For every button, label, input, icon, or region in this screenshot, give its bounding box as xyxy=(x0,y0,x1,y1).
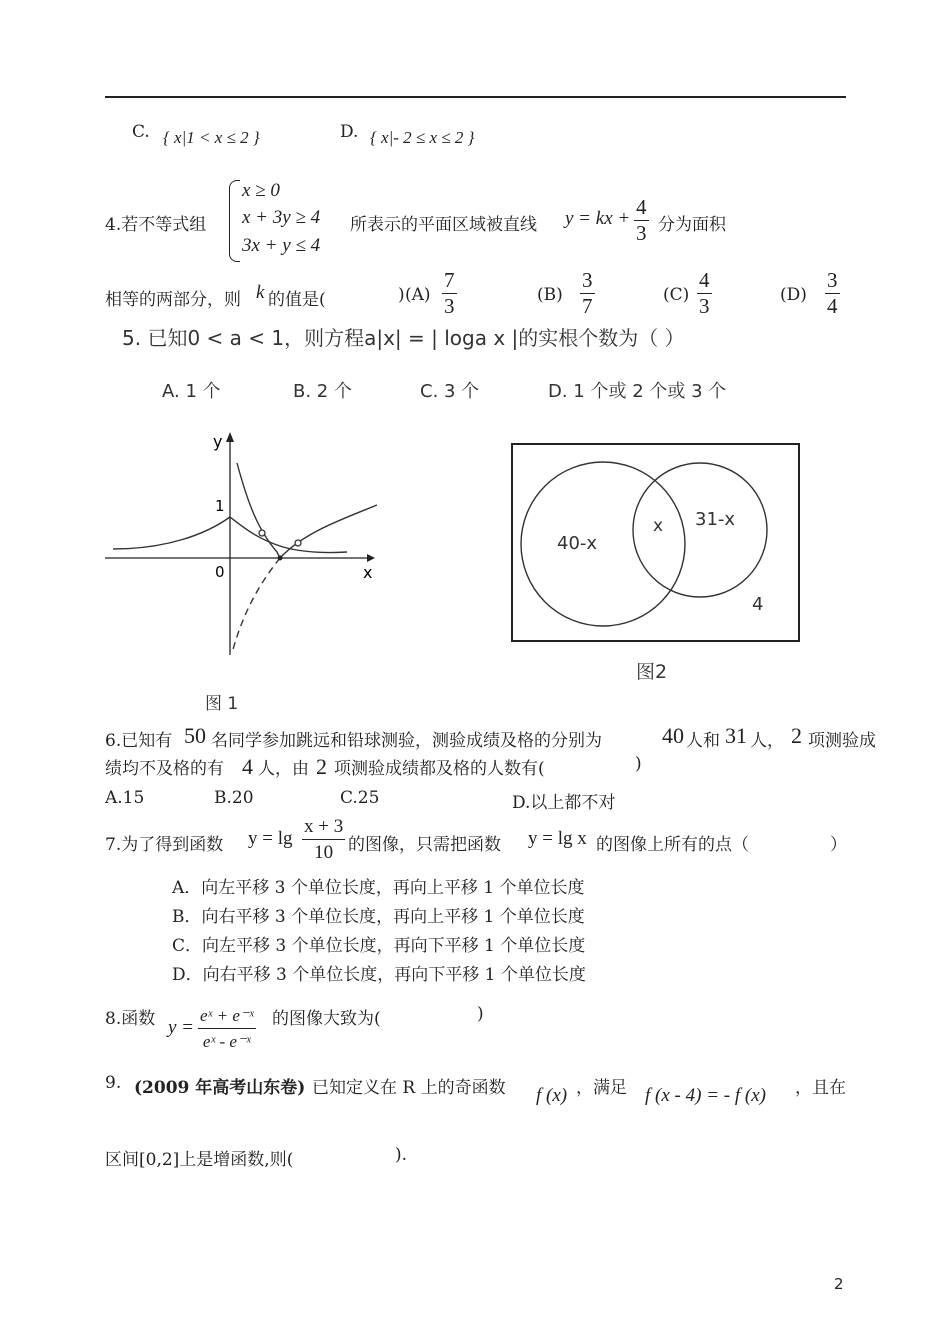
q4-option-d-value: $\frac{3}{4}$ xyxy=(827,268,838,318)
fig1-zero-label: 0 xyxy=(215,563,225,581)
q3-d-label: D. xyxy=(340,122,359,142)
q4-prefix: 4.若不等式组 xyxy=(105,215,207,235)
q4-option-b-value: $\frac{3}{7}$ xyxy=(582,268,593,318)
q4-ineq-2: x + 3y ≥ 4 xyxy=(242,207,321,228)
q9-line2: 区间[0,2]上是增函数,则( xyxy=(105,1150,294,1170)
q4-option-b-label: (B) xyxy=(537,285,563,305)
q4-system-brace xyxy=(229,180,240,262)
q9-number: 9. xyxy=(105,1073,122,1093)
q6-option-b: B.20 xyxy=(214,788,254,808)
q4-k: k xyxy=(256,282,265,303)
q5-option-b: B. 2 个 xyxy=(293,381,352,402)
q6-line1-d: 人， xyxy=(750,731,784,751)
q4-line2: 相等的两部分，则 xyxy=(105,290,241,310)
fig1-intersection-2 xyxy=(295,540,301,546)
fig1-y-arrow xyxy=(226,432,234,442)
q4-option-d-label: (D) xyxy=(780,285,807,305)
q5-question: 5. 已知0 < a < 1，则方程a|x| = | loga x |的实根个数为（ ） xyxy=(122,326,685,350)
q7-func2: y = lg x xyxy=(528,828,587,849)
q9-text1: 已知定义在 R 上的奇函数 xyxy=(312,1078,506,1098)
q4-option-c-value: $\frac{4}{3}$ xyxy=(699,268,710,318)
q8-lhs: y = xyxy=(168,1017,195,1038)
q4-option-a-label: (A) xyxy=(405,285,431,305)
fig2-middle-region: x xyxy=(653,516,664,536)
fig1-intersection-3 xyxy=(278,556,283,561)
q8-close: ) xyxy=(477,1004,484,1024)
q7-prefix: 7.为了得到函数 xyxy=(105,835,224,855)
q4-suffix: 分为面积 xyxy=(658,215,726,235)
q4-option-a-value: $\frac{7}{3}$ xyxy=(444,268,455,318)
q7-option-a: A．向左平移 3 个单位长度，再向上平移 1 个单位长度 xyxy=(172,878,585,898)
q6-n4: 4 xyxy=(242,754,253,779)
q6-line1-e: 项测验成 xyxy=(808,731,876,751)
q5-option-c: C. 3 个 xyxy=(420,381,480,402)
q5-option-d: D. 1 个或 2 个或 3 个 xyxy=(548,381,727,402)
q6-line2-c: 项测验成绩都及格的人数有( xyxy=(334,759,545,779)
fig1-x-arrow xyxy=(367,554,375,562)
q6-n2: 2 xyxy=(791,723,802,748)
q8-fraction: $\frac{\text{eˣ + e⁻ˣ}}{\text{eˣ - e⁻ˣ}}$ xyxy=(198,1003,256,1054)
q7-close: ） xyxy=(830,835,847,855)
q7-func-lhs: y = lg xyxy=(248,828,293,849)
fig1-one-label: 1 xyxy=(215,497,225,515)
fig2-circle-left xyxy=(521,462,685,626)
q4-line-lhs: y = kx + xyxy=(565,208,631,229)
fig1-y-label: y xyxy=(213,432,223,451)
q4-paren-close: ) xyxy=(398,285,405,305)
q6-n31: 31 xyxy=(725,723,747,748)
q9-line2-close: ). xyxy=(395,1145,408,1165)
q6-line1-a: 6.已知有 xyxy=(105,731,173,751)
q4-line2b: 的值是( xyxy=(268,290,326,310)
q6-option-d: D.以上都不对 xyxy=(512,793,616,813)
header-rule xyxy=(105,96,846,98)
q6-line1-c: 人和 xyxy=(686,731,720,751)
q6-line2-b: 人，由 xyxy=(258,759,309,779)
q8-suffix: 的图像大致为( xyxy=(272,1009,381,1029)
q3-d-set: { x|- 2 ≤ x ≤ 2 } xyxy=(370,128,475,147)
fig2-left-region: 40-x xyxy=(557,533,598,554)
q7-suffix: 的图像上所有的点（ xyxy=(596,835,749,855)
q6-line2-d: ) xyxy=(635,754,642,774)
q9-condition: f (x - 4) = - f (x) xyxy=(645,1085,766,1106)
q6-line1-b: 名同学参加跳远和铅球测验，测验成绩及格的分别为 xyxy=(211,731,602,751)
q6-option-c: C.25 xyxy=(340,788,380,808)
q6-n50: 50 xyxy=(184,723,206,748)
q7-option-b: B．向右平移 3 个单位长度，再向上平移 1 个单位长度 xyxy=(172,907,585,927)
fig1-intersection-1 xyxy=(259,530,265,536)
q7-mid: 的图像，只需把函数 xyxy=(348,835,501,855)
fig1-caption: 图 1 xyxy=(205,694,239,714)
q8-prefix: 8.函数 xyxy=(105,1009,156,1029)
fig1-log-curve-dashed xyxy=(232,558,280,653)
q6-n2b: 2 xyxy=(316,754,327,779)
fig2-caption: 图2 xyxy=(636,661,668,683)
fig1-x-label: x xyxy=(363,563,373,582)
q9-text3: ，且在 xyxy=(795,1078,846,1098)
q6-n40: 40 xyxy=(662,723,684,748)
q9-source: (2009 年高考山东卷) xyxy=(134,1078,306,1098)
q9-f: f (x) xyxy=(536,1085,568,1106)
q6-option-a: A.15 xyxy=(105,788,145,808)
fig2-right-region: 31-x xyxy=(695,509,736,530)
q6-line2-a: 绩均不及格的有 xyxy=(105,759,224,779)
q4-mid-text: 所表示的平面区域被直线 xyxy=(350,215,537,235)
q4-option-c-label: (C) xyxy=(663,285,690,305)
figure-1 xyxy=(105,425,395,715)
q7-option-c: C．向左平移 3 个单位长度，再向下平移 1 个单位长度 xyxy=(172,936,586,956)
q7-option-d: D．向右平移 3 个单位长度，再向下平移 1 个单位长度 xyxy=(172,965,586,985)
q3-c-set: { x|1 < x ≤ 2 } xyxy=(163,128,260,147)
q7-fraction: $\frac{x + 3}{10}$ xyxy=(304,816,344,863)
figure-2 xyxy=(505,438,815,688)
q4-line-fraction: $\frac{4}{3}$ xyxy=(636,195,647,245)
page-number: 2 xyxy=(834,1275,844,1293)
fig2-outside: 4 xyxy=(752,594,764,615)
q4-ineq-3: 3x + y ≤ 4 xyxy=(242,235,321,256)
q9-text2: ，满足 xyxy=(576,1078,627,1098)
q3-c-label: C. xyxy=(132,122,150,142)
q5-option-a: A. 1 个 xyxy=(162,381,221,402)
q4-ineq-1: x ≥ 0 xyxy=(242,180,280,201)
